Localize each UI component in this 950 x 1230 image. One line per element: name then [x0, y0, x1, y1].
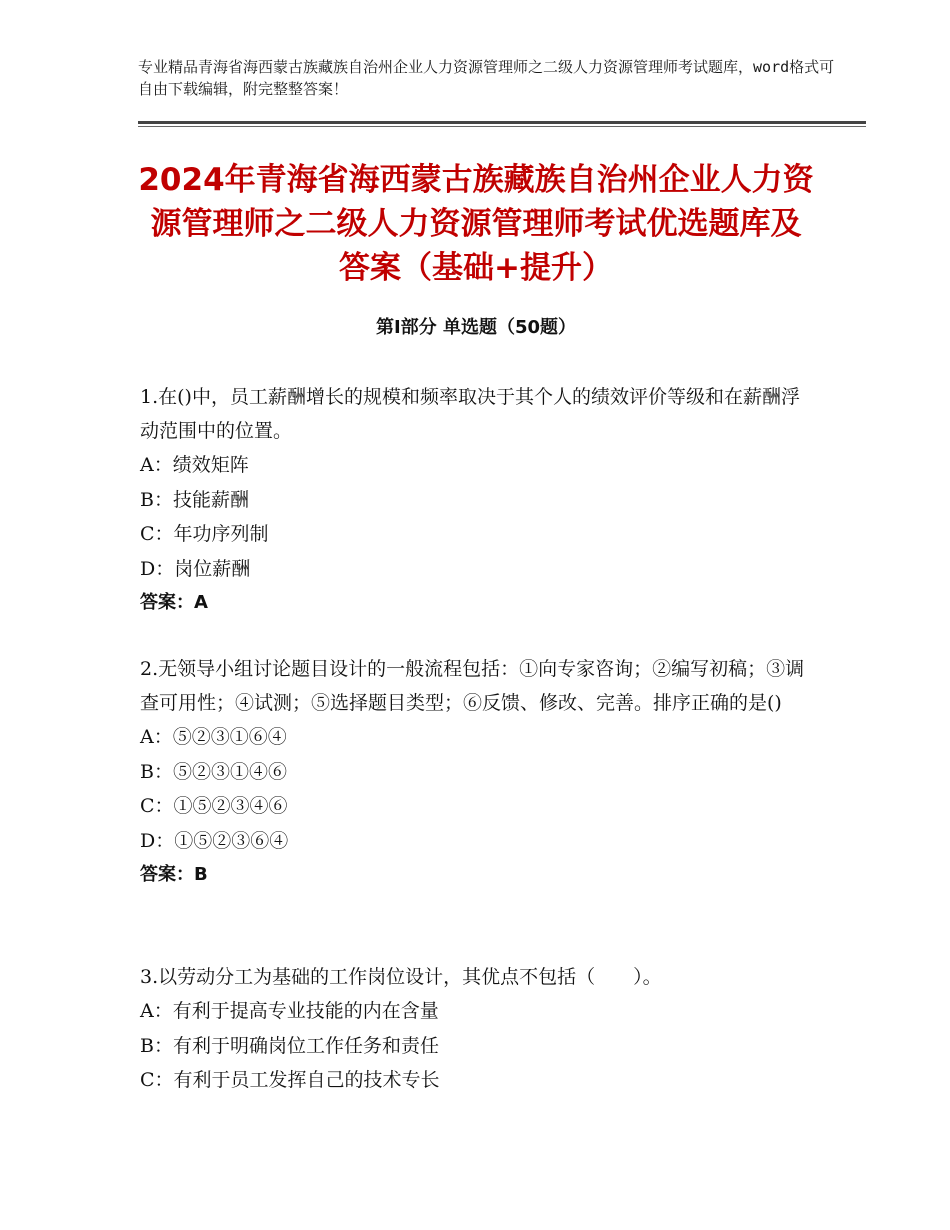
option-d: D：岗位薪酬 — [140, 557, 251, 580]
header-divider — [138, 121, 866, 124]
option-b: B：⑤②③①④⑥ — [140, 760, 287, 783]
question-stem: 3.以劳动分工为基础的工作岗位设计，其优点不包括（ ）。 — [140, 966, 662, 988]
option-b: B：技能薪酬 — [140, 488, 249, 511]
option-c: C：有利于员工发挥自己的技术专长 — [140, 1069, 440, 1091]
question-stem: 1.在()中，员工薪酬增长的规模和频率取决于其个人的绩效评价等级和在薪酬浮动范围中的位置。 — [140, 386, 800, 442]
section-title: 第Ⅰ部分 单选题（50题） — [375, 317, 576, 338]
document-title: 2024年青海省海西蒙古族藏族自治州企业人力资源管理师之二级人力资源管理师考试优选题库及答案（基础+提升） — [138, 162, 814, 286]
question-2 — [140, 652, 810, 892]
option-a: A：有利于提高专业技能的内在含量 — [140, 1000, 439, 1022]
option-b: B：有利于明确岗位工作任务和责任 — [140, 1034, 439, 1057]
question-stem: 2.无领导小组讨论题目设计的一般流程包括：①向专家咨询；②编写初稿；③调查可用性；④试测；⑤选择题目类型；⑥反馈、修改、完善。排序正确的是() — [140, 658, 805, 714]
question-3 — [140, 960, 810, 1098]
option-a: A：绩效矩阵 — [140, 454, 249, 476]
option-c: C：年功序列制 — [140, 523, 269, 545]
question-1 — [140, 380, 810, 620]
header-divider-thin — [138, 126, 866, 127]
option-d: D：①⑤②③⑥④ — [140, 829, 289, 852]
header-note: 专业精品青海省海西蒙古族藏族自治州企业人力资源管理师之二级人力资源管理师考试题库，word格式可自由下载编辑，附完整整答案！ — [138, 58, 835, 98]
answer-label: 答案：A — [140, 592, 208, 613]
option-c: C：①⑤②③④⑥ — [140, 795, 288, 817]
option-a: A：⑤②③①⑥④ — [140, 726, 287, 748]
answer-label: 答案：B — [140, 864, 208, 885]
